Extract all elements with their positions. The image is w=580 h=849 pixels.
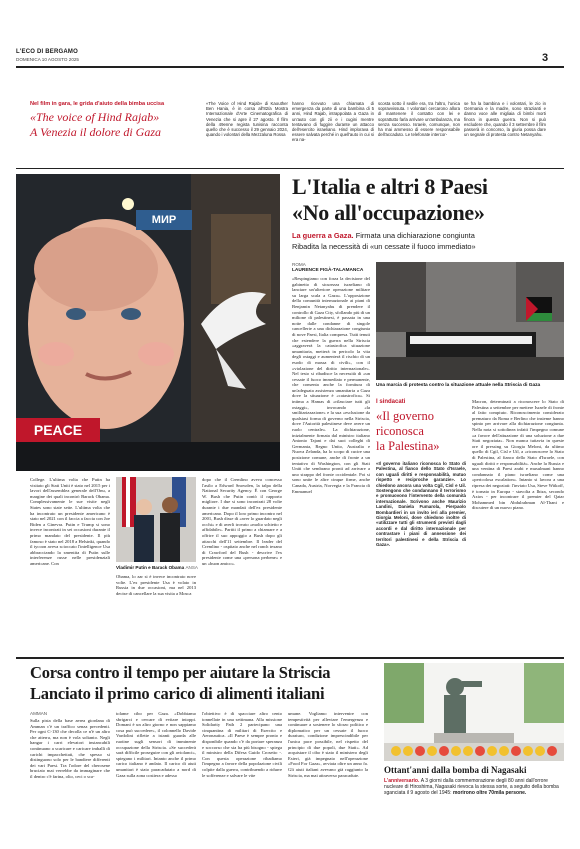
section-rule-1 <box>16 168 564 169</box>
protest-photo <box>376 262 564 380</box>
masthead: L'ECO DI BERGAMO <box>16 49 78 55</box>
bottom-title-line1: Corsa contro il tempo per aiutare la Striscia <box>30 663 331 682</box>
nagasaki-photo <box>384 663 564 761</box>
protest-photo-caption: Una marcia di protesta contro la situazione attuale nella Striscia di Gaza <box>376 383 541 388</box>
nagasaki-body2: morirono oltre 70mila persone. <box>452 790 527 796</box>
sindacati-label: I sindacati <box>376 399 406 405</box>
main-sub-kicker: La guerra a Gaza. <box>292 231 354 240</box>
page-number: 3 <box>542 52 549 64</box>
film-column-4: se fra la bambina e i volontari, le zio in Germania e la madre, sono strazianti e danno voce alle migliaia di bimbi morti finora in questa guerra. Non si può escludere che, quando il 3 settembre il film passerà in concorso, la giuria possa dare un segnale di protesta contro Netanyahu. <box>464 101 546 138</box>
bottom-column-3: l'obiettivo è di spacciare altro cento tonnellate in una settimana. Alla missione Solidarity Path 2 partecipano una cinquantina di militari di Esercito e Aeronautica. «Il Paese è sempre pronto e disponibile quando c'è da portare speranza e soccorso che sia ha più bisogno - spiega il ministro della Difesa Guido Crosetto -. Con questa operazione ribadiamo l'impegno a favore della popolazione civili colpite dalla guerra, contribuendo a ridurre le sofferenze e salvare le vite <box>202 711 282 778</box>
putin-obama-credit: ANSA <box>185 565 198 570</box>
putin-obama-photo <box>116 477 196 562</box>
mir-label: МИР <box>151 214 177 226</box>
section-rule-2 <box>16 657 564 659</box>
sindacati-body: «Il governo italiano riconosca lo Stato di Palestina, al fianco dello Stato d'Israele, con uguali diritti e responsabilità, mutuo rispetto e reciproche garanzie». Lo chiedono ancora una volta Cgil, Cisl e Uil. Sostengono che condannano il terrorismo e promuovono l'intervento della comunità internazionale. Scrivono anche Maurizio Landini, Daniela Fumarola, Pierpaolo Bombardieri in un invito ieri alla premier, Giorgia Meloni, dove chiedono inoltre di «utilizzare tutti gli strumenti previsti dagli accordi e dal diritto internazionale per contrastare i piani di annessione dei territori palestinesi e della Striscia di Gaza». <box>376 461 466 548</box>
main-dateline: ROMA <box>292 262 306 267</box>
main-subtitle-line2: Ribadita la necessità di «un cessate il fuoco immediato» <box>292 242 476 251</box>
film-column-1: «The Voice of Hind Rajab» di Kaouther Ben Hania, è in corsa all'82/a Mostra Internazionale d'Arte Cinematografica di Venezia che si apre il 27 agosto. Il film della 49enne regista tunisina racconta quello che è successo il 29 gennaio 2024, quando i volontari della Mezzaluna Rossa <box>206 101 288 138</box>
nagasaki-illustration <box>384 663 564 761</box>
header-rule <box>16 66 564 68</box>
main-column: «Respingiamo con forza la decisione del gabinetto di sicurezza israeliano di lanciare un'ulteriore operazione militare su larga scala a Gaza». L'opposizione della comunità internazionale ai piani di Benjamin Netanyahu di prendere il controllo di Gaza City, sfollando più di un milione di palestinesi, è passata in una notte dalle condanne di singole cancellerie a una dichiarazione congiunta di nove Paesi, Italia compresa. Tutti tenuti che estendere la guerra nella Striscia «aggraverà la catastrofica situazione umanitaria, metterà in pericolo la vita degli ostaggi e aumenterà il rischio di un esodo di massa di civili», con il «violazione del diritto internazionale». Nel testo si ribadisce la necessità di «un cessate il fuoco immediato e permanente, che consenta anche la fornitura di un'adeguata assistenza umanitaria a Gaza dove la situazione è «catastrofica». Si intima a Hamas di «rilasciare tutti gli ostaggi», invocando «la smilitarizzazione» e la sua «esclusione da qualsiasi forma di governo nella Striscia, dove l'Autorità palestinese deve avere un ruolo centrale». La dichiarazione, inizialmente firmata dal ministro italiano Antonio Tajani e dai suoi colleghi di Germania, Regno Unito, Australia e Nuova Zelanda, ha lo scopo di cucire una posizione comune, anche di fronte a un tentativo di Washington, con gli Stati Uniti che sembrano pronti ad arrivare a uno strappo del fronte occidentale. Poi si sono unite le altre cinque firme, anche Canada, Austria, Norvegia e la Francia di Emmanuel <box>292 276 370 494</box>
protest-illustration <box>376 262 564 380</box>
nagasaki-body1: A 3 giorni dalla commemorazione degli 80 anni dall'orrore nucleare di Hiroshima, Nagasaki rievoca la stessa sorte, a seguito della bomba sganciata il 9 agosto del 1945: <box>384 778 559 796</box>
bottom-dateline: AMMAN <box>30 711 48 716</box>
bottom-column-4: umane. Vogliamo intervenire con tempestività per alleviare l'emergenza e continuare a sostenere lo sforzo politico e diplomatico per un cessate il fuoco duraturo, condizione imprescindibile per l'unica pace possibile, nel rispetto del principio di due popoli, due Stati». Ad acquistare il cibo è stato il ministero degli Esteri, già impegnato nell'operazione «Food For Gaza», avviata oltre un anno fa. Gli aiuti italiani avevano già raggiunto la Striscia, ma mai attraverso paracadute. <box>288 711 368 778</box>
film-column-3: scosta sotto il sedile era, tra l'altro, l'unica sopravvissuta. I volontari cercarono allora di mantenere il contatto con lei e soprattutto farla arrivare un'ambulanza, ma senza successo. Israele, comunque, non ha mai ammesso di essere responsabile dell'accaduto. Le telefonate intercor- <box>378 101 460 138</box>
peace-label: PEACE <box>33 422 83 438</box>
sindacati-quote-line3: la Palestina» <box>376 439 440 453</box>
nagasaki-body <box>384 778 564 796</box>
putin-column-3: dopo che il Cremlino aveva concesso l'asilo a Edward Snowden, la talpa della National Security Agency. È con George W. Bush che Putin contò il rapporto migliore. I due si sono incontrati 28 volte durante i due mandati dell'ex presidente americano. Dopo il loro primo incontro nel 2001, Bush disse di «aver lo guardato negli occhi» e di averli trovato «molto schietto e affidabile». Partiti il primo a chiamare e a offrire il suo appoggio a Bush dopo gli attacchi dell'11 settembre. Il leader del Cremlino - ospitato anche nel ranch texano di Crawford del Bush - descrive l'ex presidente come una «persona perbene» e un «buon amico». <box>202 477 282 566</box>
mural-mir-banner <box>136 210 192 230</box>
main-sub-line1: Firmata una dichiarazione congiunta <box>355 231 475 240</box>
bottom-column-1: Sulla pista della base aerea giordana di Amman c'è un traffico senza precedenti. Per ogni C-130 che decolla ce n'è un altro che atterra, ma non è vola soltanto. Negli hangar i carri elevatori instancabili continuano a scaricare e caricare imballi di carichi impacchettati, che spesso si distinguono solo per le bandiere differenti dei vari Paesi. Tra l'odore del cherosene bruciato mai verrebbe da immaginare che il dentro c'è farina, olio, ceci o sca- <box>30 718 110 779</box>
bottom-title-line2: Lanciato il primo carico di alimenti italiani <box>30 684 325 703</box>
sindacati-quote-line1: «Il governo <box>376 409 434 423</box>
mural-photo <box>16 174 280 471</box>
main-column-right: Macron, determinati a riconoscere lo Stato di Palestina a settembre per mettere Israele di fronte al fatto compiuto. Riconoscimento considerato prematuro da Roma e Berlino che insieme hanno spinto per arrivare alla dichiarazione congiunta. Nella nota si sottolinea infatti l'impegno comune «a favore dell'attuazione di una soluzione a due Stati negoziata». Non manca tuttavia in queste ore il pressing su Giorgia Meloni, da ultimo quello di Cgil, Cisl e Uil, a «riconoscere lo Stato di Palestina, al fianco dello Stato d'Israele, con uguali diritti e responsabilità». Anche la Russia e una ventina di Paesi arabi e musulmani hanno condannato il piano israeliano come una «pericolosa escalation». Intanto si lavora a una ripresa dei negoziati: l'inviato Usa, Steve Witkoff, è tornato in Europa - stavolta a Ibiza, secondo Axios - per incontrare il premier del Qatar Mohammed bin Abdulrahman Al-Thani e discutere di un nuovo piano. <box>472 399 564 511</box>
nagasaki-kicker: L'anniversario. <box>384 778 420 784</box>
putin-obama-illustration <box>116 477 196 562</box>
bottom-column-2: tolame cibo per Gaza. «Dobbiamo sbrigarci e cercare di evitare intoppi. Domani è un altro giorno e non sappiamo cosa può succedere», il colonnello Davide Vardolini riflette a istanti guarda alle ruotine sugli sensori di imminente occupazione della Striscia. «Se succederà sarà difficile proseguire con gli aviolanci», spiegano i militari. Intanto anche il primo carico italiano è andato. Il carico di aiuti umanitari è stato paracadutato a nord di Gaza sulla zona costiera e adesso <box>116 711 196 778</box>
film-title-line2: A Venezia il dolore di Gaza <box>30 125 161 139</box>
main-title-line2: «No all'occupazione» <box>292 200 485 225</box>
mural-peace-banner <box>16 418 100 442</box>
main-subtitle-line1 <box>292 231 564 240</box>
putin-column-1: College. L'ultima volta che Putin ha visitato gli Stati Uniti è stato nel 2015 per i lavori dell'assemblea generale dell'Onu, a margine dei quali incontrò Barack Obama. Complessivamente le sue visite negli States sono state sette. L'ultima volta che ha incontrato un presidente americano è stato nel 2021 con il faccia a faccia con Joe Biden a Ginevra. Putin e Trump si sono invece incontrati in sei occasioni durante il primo mandato del presidente. Il più famoso è stato nel 2018 a Helsinki, quando il tycoon aveva scioccato l'intelligence Usa abbracciando la smentita di Putin sulle interferenze russe nelle presidenziali americane. Con <box>30 477 110 566</box>
issue-date: DOMENICA 10 AGOSTO 2025 <box>16 57 79 62</box>
film-title-line1: «The voice of Hind Rajab» <box>30 110 160 124</box>
main-title-line1: L'Italia e altri 8 Paesi <box>292 174 488 199</box>
film-column-2: hanno ricevuto una chiamata di emergenza da parte di una bambina di 5 anni, Hind Rajab, intrappolata a Gaza in un'auto con gli zii e i cugini mentre tentavano di fuggire durante un attacco dell'esercito israeliano. Hind implorava di essere salvata perché in quell'auto in cui si era na- <box>292 101 374 143</box>
film-kicker: Nel film in gara, le grida d'aiuto della bimba uccisa <box>30 101 165 107</box>
putin-column-2: Obama, lo zar si è invece incontrato nove volte. L'ex presidente Usa è volato in Russia in due occasioni, ma nel 2013 decise di cancellare la sua visita a Mosca <box>116 574 196 596</box>
putin-obama-caption <box>116 565 198 570</box>
main-byline: LAURENCE FIGÀ-TALAMANCA <box>292 268 364 273</box>
putin-obama-caption-text: Vladimir Putin e Barack Obama <box>116 565 185 570</box>
sindacati-quote-line2: riconosca <box>376 424 424 438</box>
nagasaki-title: Ottant'anni dalla bomba di Nagasaki <box>384 765 527 775</box>
